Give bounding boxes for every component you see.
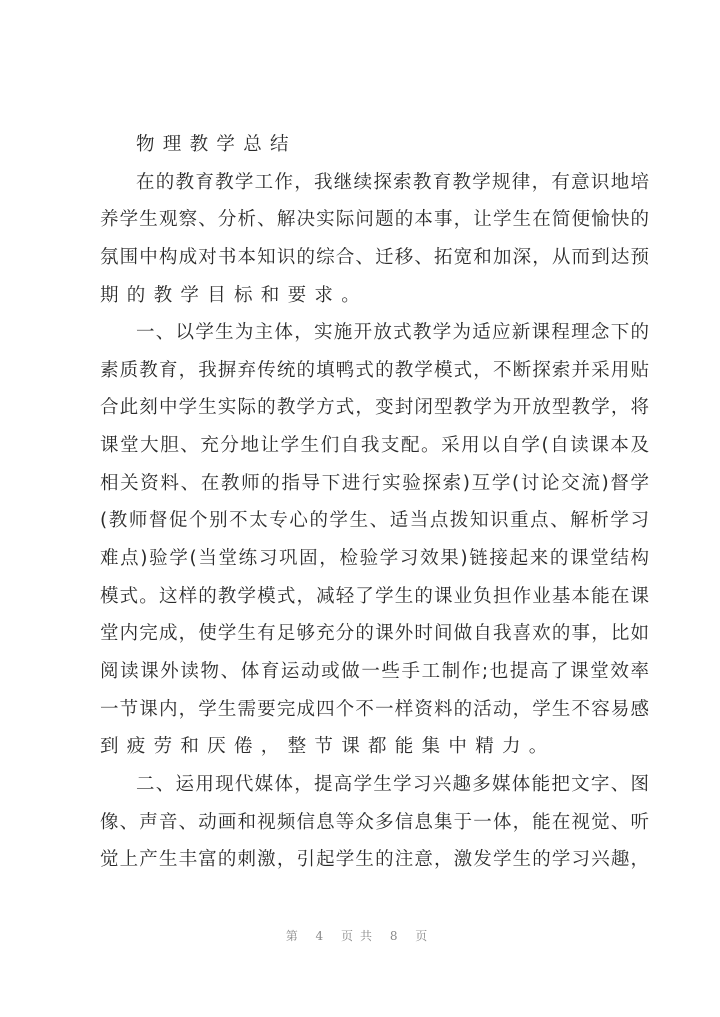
- text-line: 素质教育，我摒弃传统的填鸭式的教学模式，不断探索并采用贴: [100, 359, 649, 381]
- text-line: 一、以学生为主体，实施开放式教学为适应新课程理念下的: [136, 322, 649, 344]
- page-number-footer: 第 4 页共 8 页: [285, 929, 435, 943]
- text-line: 养学生观察、分析、解决实际问题的本事，让学生在简便愉快的: [100, 209, 649, 231]
- text-line: 课堂大胆、充分地让学生们自我支配。采用以自学(自读课本及: [100, 435, 649, 457]
- paragraph-section-1: [100, 314, 649, 766]
- text-line: 难点)验学(当堂练习巩固，检验学习效果)链接起来的课堂结构: [100, 548, 649, 570]
- text-line: 阅读课外读物、体育运动或做一些手工制作;也提高了课堂效率: [100, 660, 649, 682]
- paragraph-intro: [100, 164, 649, 315]
- text-line: 模式。这样的教学模式，减轻了学生的课业负担作业基本能在课: [100, 585, 649, 607]
- text-line: 二、运用现代媒体，提高学生学习兴趣多媒体能把文字、图: [136, 773, 649, 795]
- text-line: 堂内完成，使学生有足够充分的课外时间做自我喜欢的事，比如: [100, 623, 649, 645]
- document-page: [100, 126, 649, 879]
- text-line: 到疲劳和厌倦，整节课都能集中精力。: [100, 736, 556, 758]
- text-line: 一节课内，学生需要完成四个不一样资料的活动，学生不容易感: [100, 698, 649, 720]
- text-line: 在的教育教学工作，我继续探索教育教学规律，有意识地培: [136, 171, 649, 193]
- document-title: 物理教学总结: [136, 134, 297, 155]
- text-line: 氛围中构成对书本知识的综合、迁移、拓宽和加深，从而到达预: [100, 246, 649, 268]
- text-line: 像、声音、动画和视频信息等众多信息集于一体，能在视觉、听: [100, 811, 649, 833]
- text-line: 期的教学目标和要求。: [100, 284, 369, 306]
- text-line: 觉上产生丰富的刺激，引起学生的注意，激发学生的学习兴趣，: [100, 849, 649, 871]
- text-line: (教师督促个别不太专心的学生、适当点拨知识重点、解析学习: [100, 510, 649, 532]
- text-line: 合此刻中学生实际的教学方式，变封闭型教学为开放型教学，将: [100, 397, 649, 419]
- paragraph-section-2: [100, 766, 649, 879]
- text-line: 相关资料、在教师的指导下进行实验探索)互学(讨论交流)督学: [100, 472, 649, 494]
